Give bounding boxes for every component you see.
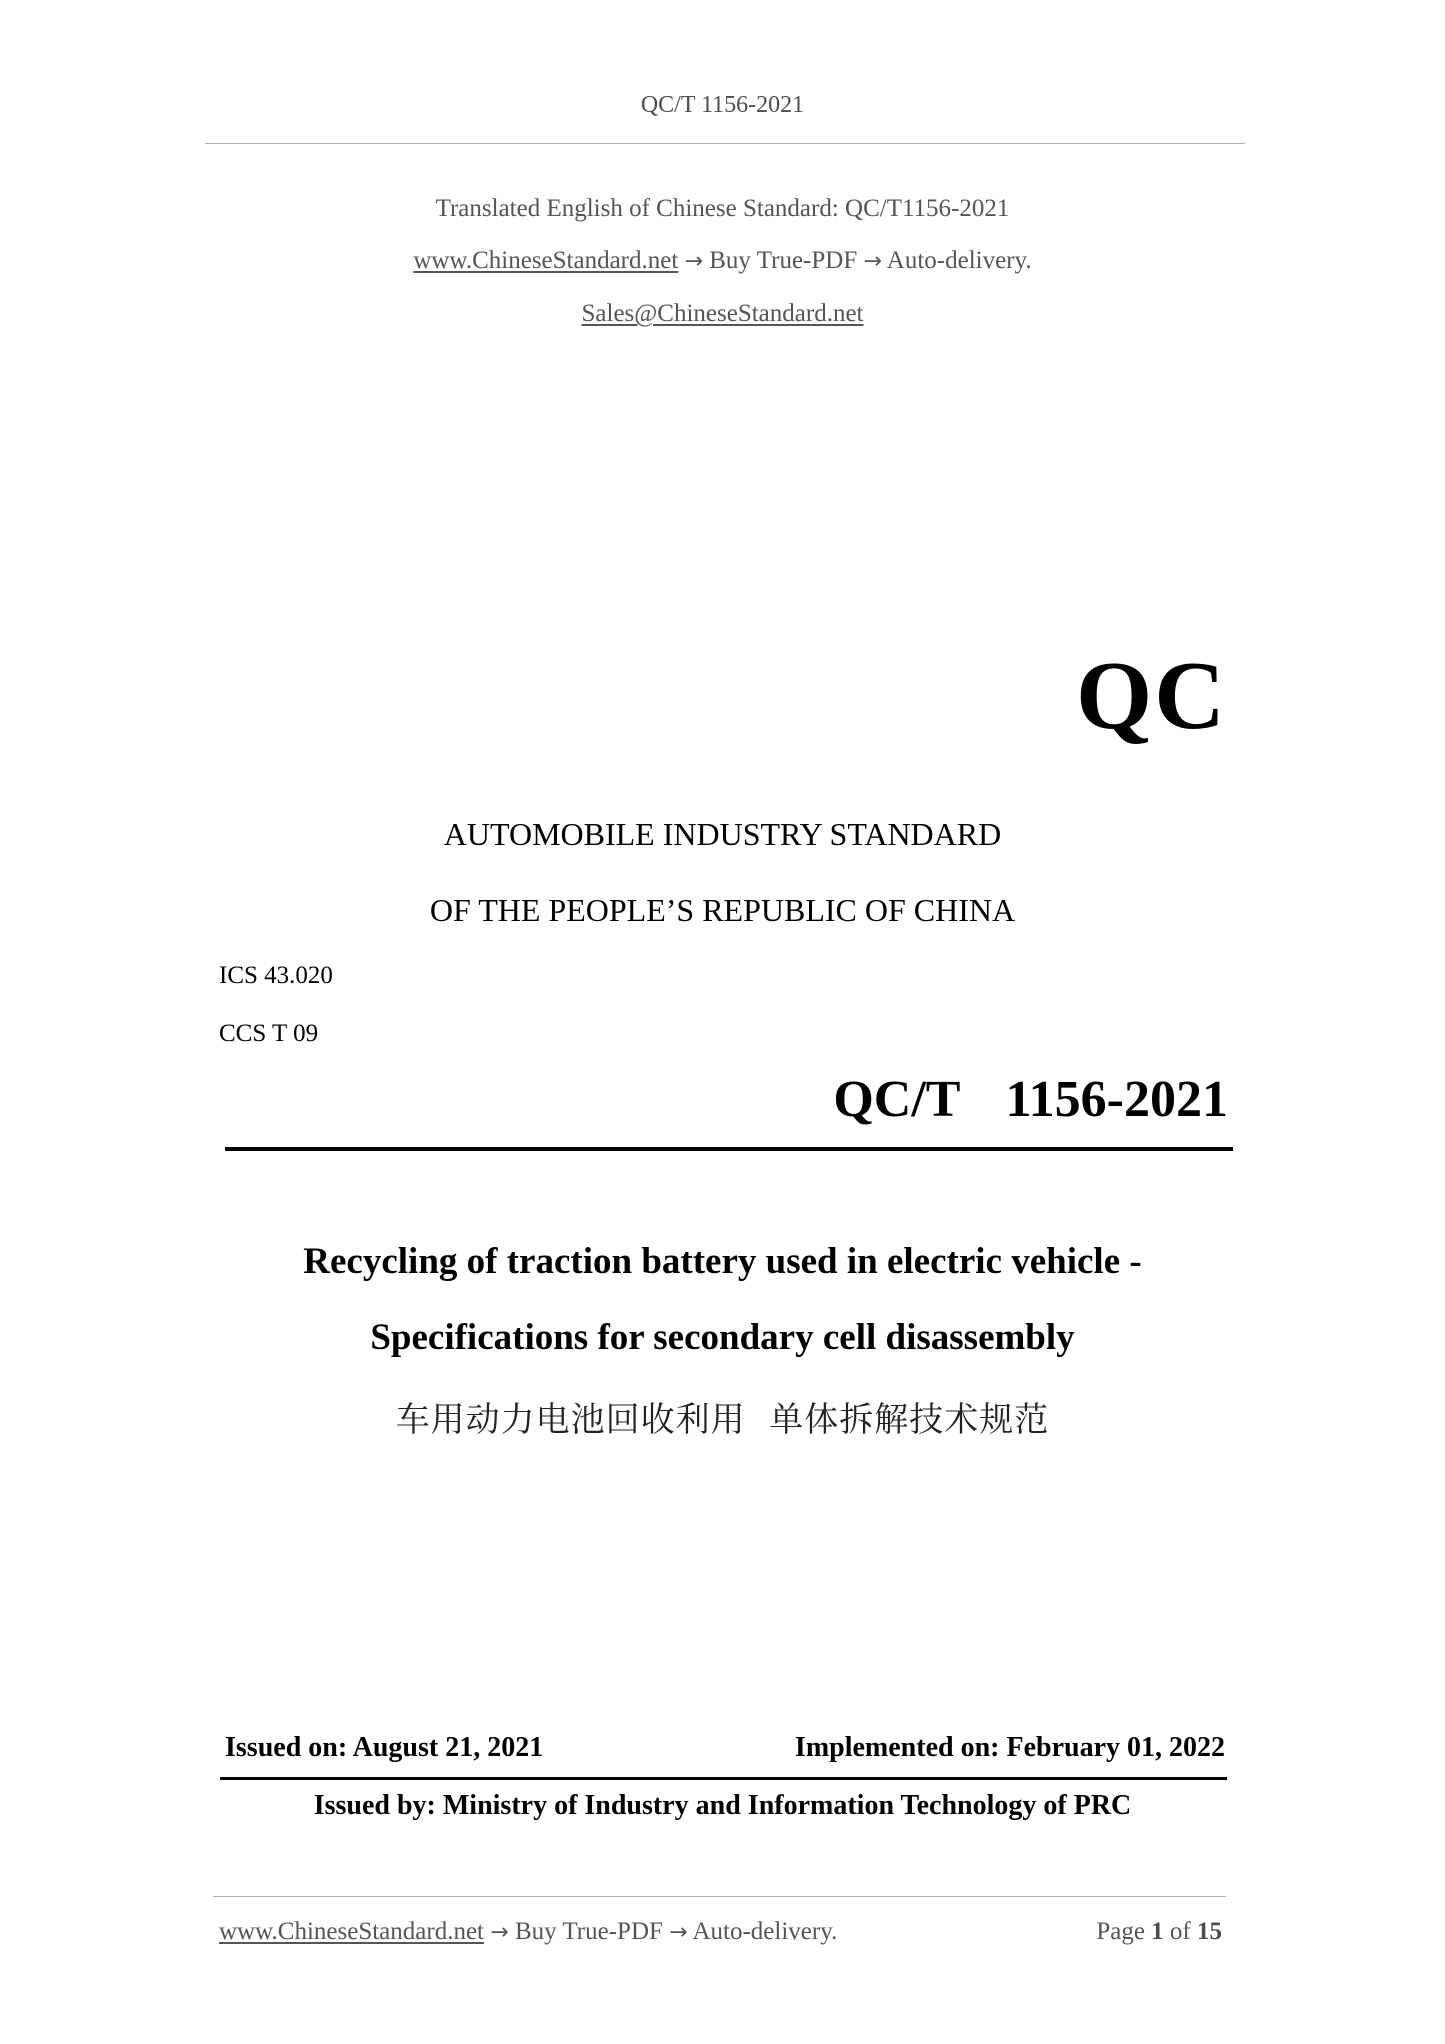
title-english-line-2: Specifications for secondary cell disassembly	[370, 1317, 1075, 1358]
footer-divider	[213, 1896, 1226, 1897]
arrow-right-icon: →	[669, 1920, 688, 1945]
issue-divider	[220, 1777, 1227, 1780]
site-link[interactable]: www.ChineseStandard.net	[413, 247, 679, 274]
promo-line-translation	[0, 195, 1445, 223]
promo-translation-text: Translated English of Chinese Standard: QC/T1156-2021	[435, 195, 1010, 222]
title-chinese	[0, 1392, 1445, 1441]
issued-on-date: Issued on: August 21, 2021	[225, 1732, 544, 1763]
running-header-title: QC/T 1156-2021	[640, 92, 805, 118]
footer-purchase-line	[219, 1918, 837, 1946]
page-current: 1	[1151, 1918, 1164, 1945]
sales-email-link[interactable]: Sales@ChineseStandard.net	[581, 300, 864, 327]
footer-site-link[interactable]: www.ChineseStandard.net	[219, 1918, 484, 1945]
footer-delivery-text: Auto-delivery.	[692, 1918, 838, 1945]
page-total: 15	[1197, 1918, 1222, 1945]
standard-number-text: QC/T 1156-2021	[833, 1071, 1228, 1128]
promo-line-sales	[0, 300, 1445, 328]
page-indicator	[1096, 1918, 1222, 1946]
ccs-code: CCS T 09	[219, 1020, 319, 1047]
page-of: of	[1169, 1918, 1191, 1945]
implemented-on-date: Implemented on: February 01, 2022	[794, 1732, 1225, 1763]
standard-type-line-1: AUTOMOBILE INDUSTRY STANDARD	[443, 816, 1002, 852]
issued-by: Issued by: Ministry of Industry and Information Technology of PRC	[313, 1790, 1132, 1821]
running-header	[0, 92, 1445, 119]
promo-line-purchase	[0, 247, 1445, 275]
ics-code: ICS 43.020	[219, 962, 333, 989]
standard-number-divider	[225, 1147, 1233, 1151]
standard-number	[833, 1070, 1228, 1129]
header-divider	[205, 143, 1245, 144]
buy-text: Buy True-PDF	[709, 247, 858, 274]
delivery-text: Auto-delivery.	[886, 247, 1032, 274]
standard-type-line-2: OF THE PEOPLE’S REPUBLIC OF CHINA	[429, 892, 1016, 928]
page-label: Page	[1096, 1918, 1145, 1945]
footer-buy-text: Buy True-PDF	[514, 1918, 663, 1945]
arrow-right-icon: →	[490, 1920, 509, 1945]
arrow-right-icon: →	[863, 249, 882, 274]
arrow-right-icon: →	[684, 249, 703, 274]
title-english-line-1: Recycling of traction battery used in electric vehicle -	[303, 1241, 1142, 1282]
title-chinese-text: 车用动力电池回收利用 单体拆解技术规范	[395, 1400, 1050, 1440]
standard-code-mark: QC	[1076, 642, 1227, 750]
